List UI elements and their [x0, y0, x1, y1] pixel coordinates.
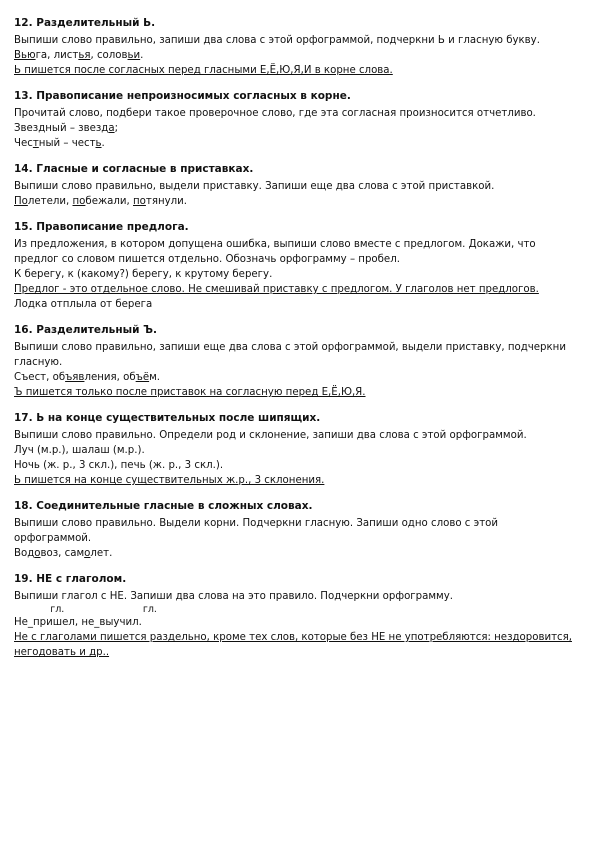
- example-part: ъё: [135, 372, 150, 383]
- task-text: Выпиши слово правильно, запиши еще два слова с этой орфограммой, выдели приставку, подчеркни гласную.: [14, 342, 566, 368]
- rule-text: Ь пишется после согласных перед гласными Е,Ё,Ю,Я,И в корне слова.: [14, 65, 393, 76]
- rule-text: Ь пишется на конце существительных ж.р., 3 склонения.: [14, 475, 325, 486]
- example-part: воз, сам: [40, 548, 85, 559]
- example-part: ь: [95, 138, 102, 149]
- section-title: 17. Ь на конце существительных после шипящих.: [14, 412, 321, 424]
- example-part: лет.: [90, 548, 113, 559]
- examples-line: [14, 48, 574, 63]
- section-19: [14, 572, 574, 660]
- example-line: [14, 121, 574, 136]
- task-text: Прочитай слово, подбери такое проверочное слово, где эта согласная произносится отчетливо.: [14, 108, 536, 119]
- section-16: [14, 323, 574, 400]
- section-title: 13. Правописание непроизносимых согласных в корне.: [14, 90, 351, 102]
- example-part: ья: [78, 50, 91, 61]
- section-14: [14, 162, 574, 209]
- task-text: Выпиши слово правильно. Определи род и склонение, запиши два слова с этой орфограммой.: [14, 430, 527, 441]
- example-part: ъяв: [65, 372, 85, 383]
- example-line: Ночь (ж. р., 3 скл.), печь (ж. р., 3 скл.).: [14, 460, 224, 471]
- section-12: [14, 16, 574, 78]
- task-text: Выпиши слово правильно, выдели приставку. Запиши еще два слова с этой приставкой.: [14, 181, 495, 192]
- example-part: ;: [114, 123, 118, 134]
- section-title: 16. Разделительный Ъ.: [14, 324, 157, 336]
- example-part: летели,: [27, 196, 73, 207]
- section-title: 12. Разделительный Ь.: [14, 17, 156, 29]
- rule-text: Не с глаголами пишется раздельно, кроме тех слов, которые без НЕ не употребляются: нездоровится, негодовать и др..: [14, 632, 572, 658]
- example-part: по: [133, 196, 146, 207]
- example-line: Не_пришел, не_выучил.: [14, 617, 142, 628]
- examples-line: [14, 546, 574, 561]
- example-part: ьи: [127, 50, 141, 61]
- example-part: ный – чест: [38, 138, 96, 149]
- example-line: [14, 136, 574, 151]
- rule-text: Ъ пишется только после приставок на согласную перед Е,Ё,Ю,Я.: [14, 387, 366, 398]
- example-part: а: [108, 123, 115, 134]
- example-line: К берегу, к (какому?) берегу, к крутому берегу.: [14, 269, 273, 280]
- section-title: 15. Правописание предлога.: [14, 221, 189, 233]
- section-13: [14, 89, 574, 151]
- example-part: ный – звезд: [45, 123, 109, 134]
- example-part: тянули.: [145, 196, 188, 207]
- task-text: Выпиши глагол с НЕ. Запиши два слова на это правило. Подчеркни орфограмму.: [14, 591, 454, 602]
- example-part: м.: [149, 372, 161, 383]
- example-part: т: [32, 138, 39, 149]
- example-part: Вью: [14, 50, 36, 61]
- example-part: по: [72, 196, 86, 207]
- example-part: га, лист: [35, 50, 79, 61]
- part-of-speech-marks: гл. гл.: [14, 604, 157, 615]
- example-part: .: [140, 50, 144, 61]
- example-part: Вод: [14, 548, 35, 559]
- example-part: Звезд: [14, 123, 46, 134]
- example-part: о: [34, 548, 41, 559]
- section-title: 19. НЕ с глаголом.: [14, 573, 127, 585]
- section-title: 18. Соединительные гласные в сложных словах.: [14, 500, 313, 512]
- example-part: Чес: [14, 138, 33, 149]
- examples-line: [14, 370, 574, 385]
- example-part: , солов: [90, 50, 128, 61]
- section-title: 14. Гласные и согласные в приставках.: [14, 163, 254, 175]
- task-text: Выпиши слово правильно. Выдели корни. Подчеркни гласную. Запиши одно слово с этой орфограммой.: [14, 518, 499, 544]
- examples-line: [14, 194, 574, 209]
- example-part: Съест, об: [14, 372, 66, 383]
- example-part: о: [84, 548, 91, 559]
- extra-example: Лодка отплыла от берега: [14, 299, 153, 310]
- section-15: [14, 220, 574, 312]
- section-17: [14, 411, 574, 488]
- document-page: [14, 16, 574, 671]
- example-line: Луч (м.р.), шалаш (м.р.).: [14, 445, 145, 456]
- task-text: Выпиши слово правильно, запиши два слова с этой орфограммой, подчеркни Ь и гласную букву.: [14, 35, 540, 46]
- example-part: По: [14, 196, 28, 207]
- example-part: .: [101, 138, 105, 149]
- rule-text: Предлог - это отдельное слово. Не смешивай приставку с предлогом. У глаголов нет предлогов.: [14, 284, 539, 295]
- example-part: ления, об: [84, 372, 136, 383]
- example-part: бежали,: [85, 196, 133, 207]
- section-18: [14, 499, 574, 561]
- task-text: Из предложения, в котором допущена ошибка, выпиши слово вместе с предлогом. Докажи, что предлог со словом пишется отдельно. Обозначь орфограмму – пробел.: [14, 239, 536, 265]
